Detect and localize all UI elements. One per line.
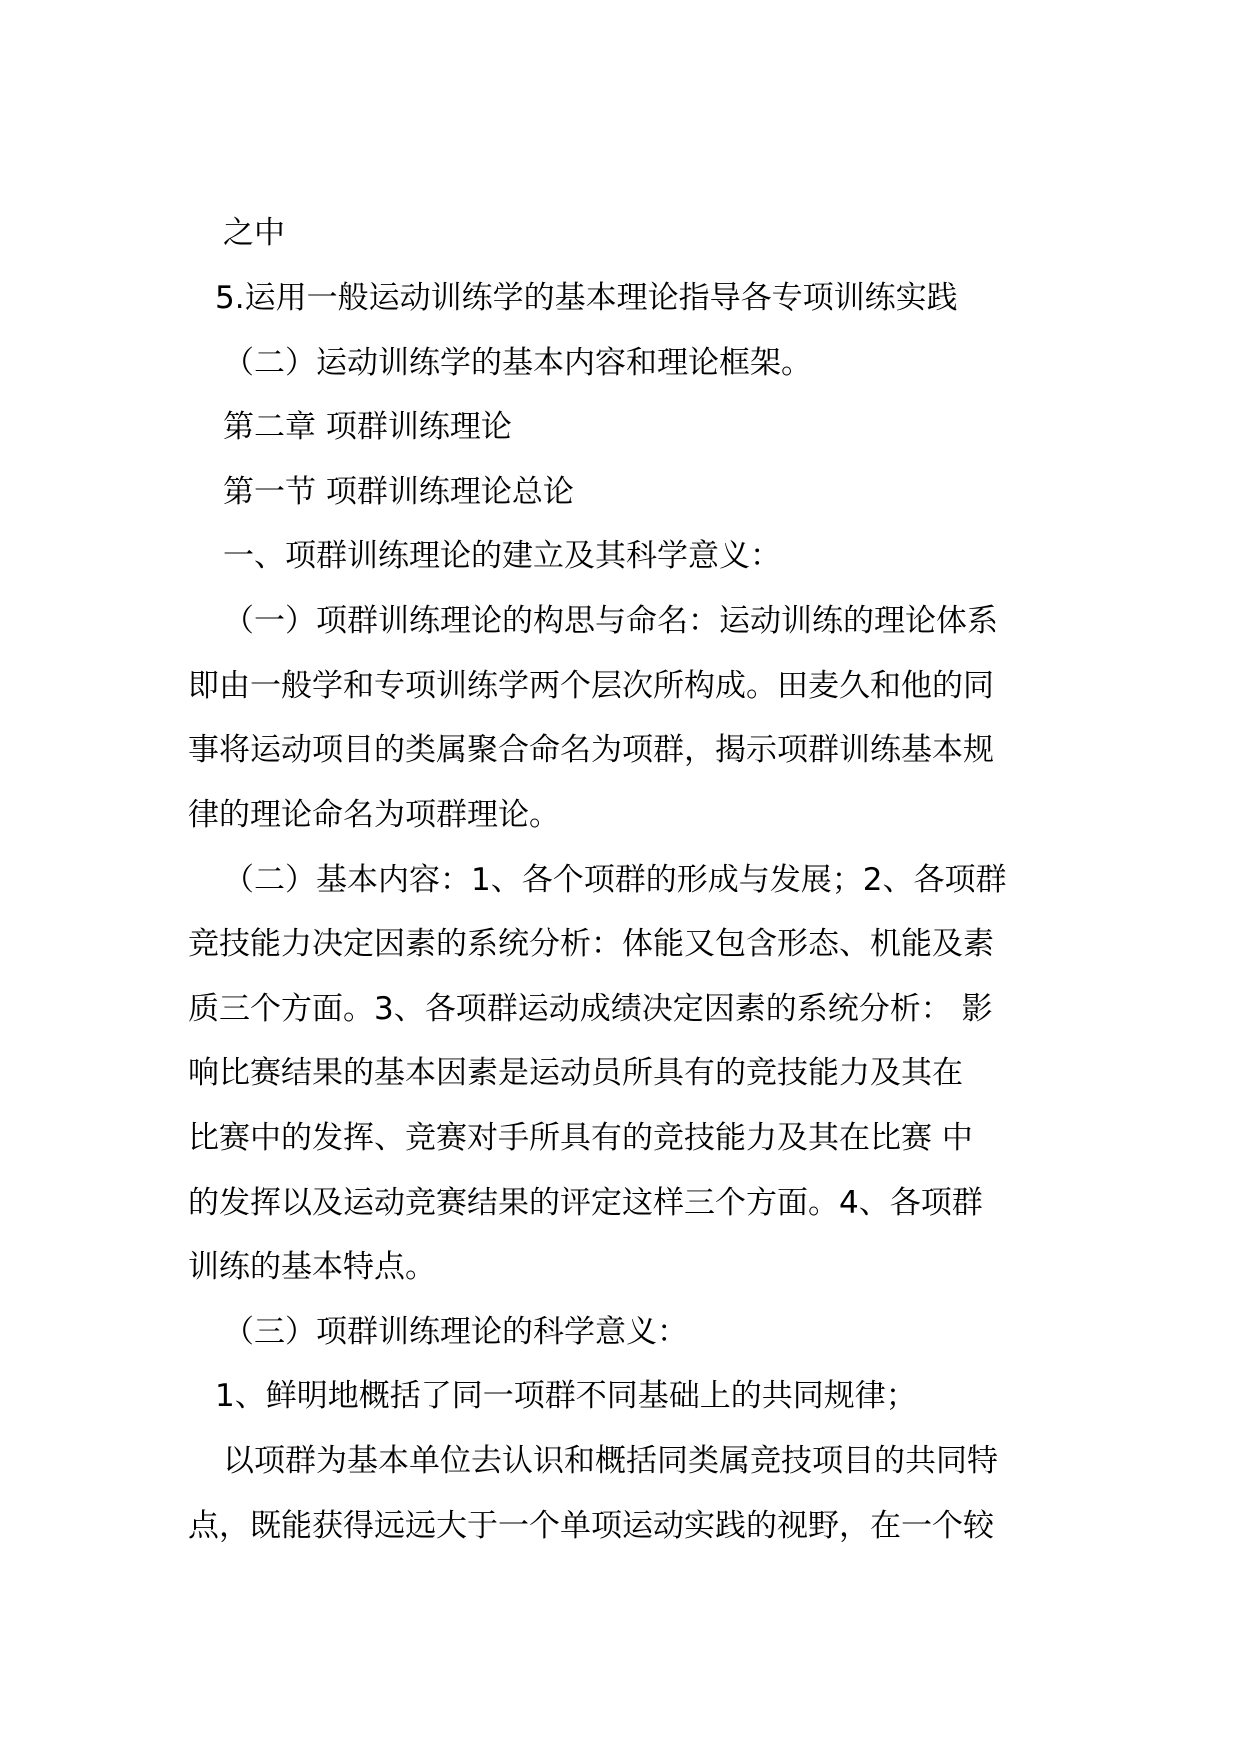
text-line: 1、鲜明地概括了同一项群不同基础上的共同规律； xyxy=(215,1378,917,1414)
text-line: （一）项群训练理论的构思与命名：运动训练的理论体系 xyxy=(223,603,998,639)
text-line: （二）基本内容：1、各个项群的形成与发展；2、各项群 xyxy=(223,862,1007,898)
text-line: 的发挥以及运动竞赛结果的评定这样三个方面。4、各项群 xyxy=(188,1185,983,1221)
text-line: 5.运用一般运动训练学的基本理论指导各专项训练实践 xyxy=(215,280,958,316)
text-line: 即由一般学和专项训练学两个层次所构成。田麦久和他的同 xyxy=(188,668,994,704)
text-line: 点，既能获得远远大于一个单项运动实践的视野，在一个较 xyxy=(188,1508,994,1544)
text-line: 响比赛结果的基本因素是运动员所具有的竞技能力及其在 xyxy=(188,1055,963,1091)
text-line: （二）运动训练学的基本内容和理论框架。 xyxy=(223,345,812,381)
text-line: 竞技能力决定因素的系统分析：体能又包含形态、机能及素 xyxy=(188,926,994,962)
text-line: 以项群为基本单位去认识和概括同类属竞技项目的共同特 xyxy=(223,1443,998,1479)
text-line: 事将运动项目的类属聚合命名为项群，揭示项群训练基本规 xyxy=(188,732,994,768)
chapter-heading: 第二章 项群训练理论 xyxy=(223,409,512,445)
text-line: 律的理论命名为项群理论。 xyxy=(188,797,560,833)
text-line: （三）项群训练理论的科学意义： xyxy=(223,1314,688,1350)
text-line: 之中 xyxy=(223,215,285,251)
text-line: 一、项群训练理论的建立及其科学意义： xyxy=(223,538,781,574)
section-heading: 第一节 项群训练理论总论 xyxy=(223,474,574,510)
text-line: 训练的基本特点。 xyxy=(188,1249,436,1285)
text-line: 比赛中的发挥、竞赛对手所具有的竞技能力及其在比赛 中 xyxy=(188,1120,973,1156)
text-line: 质三个方面。3、各项群运动成绩决定因素的系统分析： 影 xyxy=(188,991,993,1027)
